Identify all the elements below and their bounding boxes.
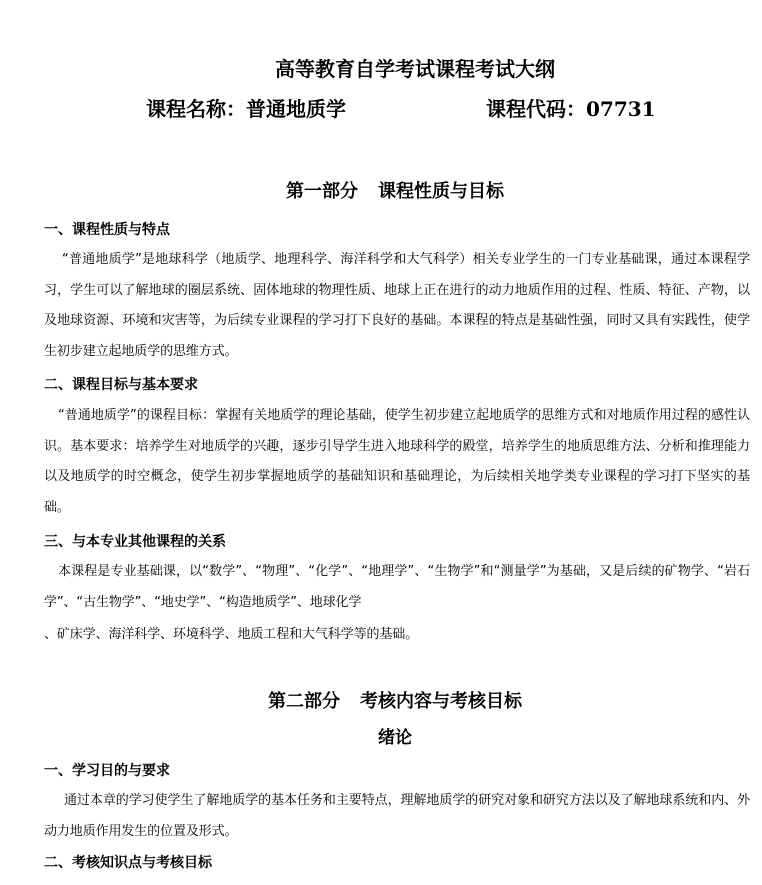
- chapter-title: 绪论: [378, 728, 412, 748]
- paragraph-relations-continued: 、矿床学、海洋科学、环境科学、地质工程和大气科学等的基础。: [44, 627, 419, 642]
- section-heading-goals: 二、课程目标与基本要求: [44, 377, 198, 393]
- section-heading-nature: 一、课程性质与特点: [44, 222, 170, 238]
- paragraph-goals: “普通地质学”的课程目标：掌握有关地质学的理论基础，使学生初步建立起地质学的思维方式和对地质作用过程的感性认识。基本要求：培养学生对地质学的兴趣，逐步引导学生进入地球科学的殿堂，培养学生的地质思维方法、分析和推理能力以及地质学的时空概念，使学生初步掌握地质学的基础知识和基础理论，为后续相关地学类专业课程的学习打下坚实的基础。: [44, 408, 750, 515]
- part2-title: [0, 691, 762, 713]
- part1-title-number: 第一部分: [286, 181, 358, 202]
- part1-title-text: 课程性质与目标: [378, 181, 504, 202]
- section-heading-study-purpose: 一、学习目的与要求: [44, 763, 170, 779]
- section-heading-knowledge-points: 二、考核知识点与考核目标: [44, 855, 212, 871]
- part2-title-text: 考核内容与考核目标: [360, 691, 522, 712]
- section-heading-relations: 三、与本专业其他课程的关系: [44, 534, 226, 550]
- part2-title-number: 第二部分: [268, 691, 340, 712]
- paragraph-study-purpose: 通过本章的学习使学生了解地质学的基本任务和主要特点，理解地质学的研究对象和研究方法以及了解地球系统和内、外动力地质作用发生的位置及形式。: [44, 793, 750, 839]
- course-name: 课程名称：普通地质学: [146, 97, 346, 121]
- paragraph-relations: 本课程是专业基础课，以“数学”、“物理”、“化学”、“地理学”、“生物学”和“测量学”为基础，又是后续的矿物学、“岩石学”、“古生物学”、“地史学”、“构造地质学”、地球化学: [44, 564, 750, 610]
- paragraph-nature: “普通地质学”是地球科学（地质学、地理科学、海洋科学和大气科学）相关专业学生的一门专业基础课，通过本课程学习，学生可以了解地球的圈层系统、固体地球的物理性质、地球上正在进行的动力地质作用的过程、性质、特征、产物，以及地球资源、环境和灾害等，为后续专业课程的学习打下良好的基础。本课程的特点是基础性强，同时又具有实践性，使学生初步建立起地质学的思维方式。: [44, 252, 750, 359]
- part1-title: [0, 181, 762, 203]
- course-code: 课程代码：07731: [486, 97, 656, 121]
- document-title: 高等教育自学考试课程考试大纲: [275, 57, 555, 81]
